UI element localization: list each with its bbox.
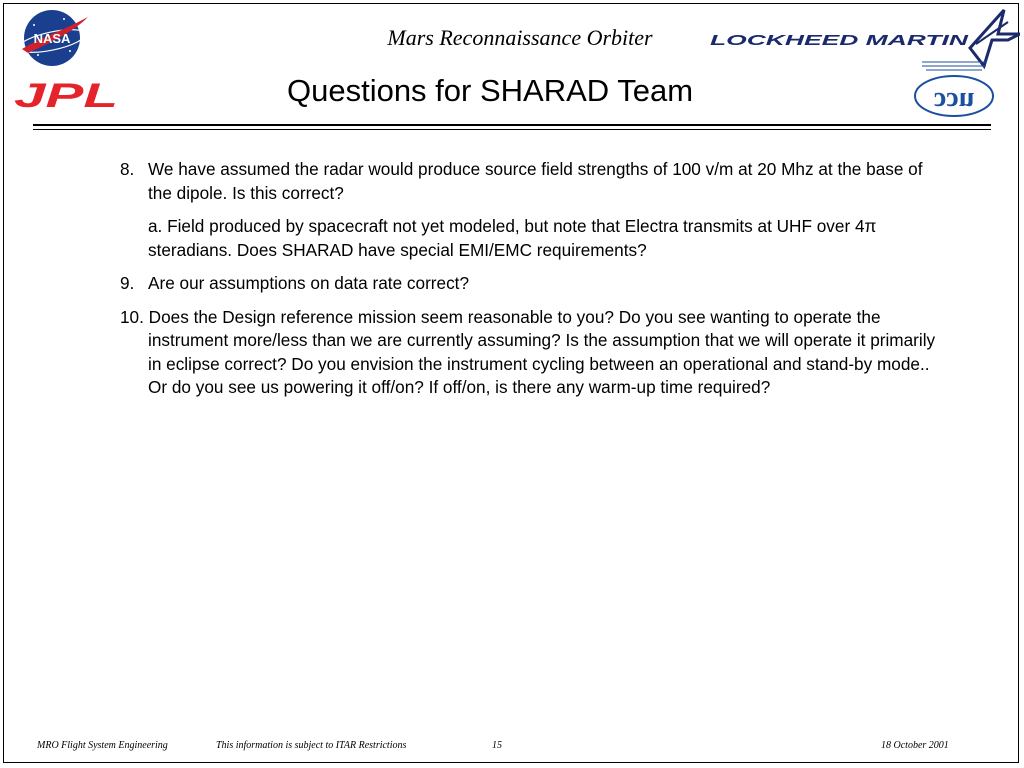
question-text: Are our assumptions on data rate correct?	[148, 273, 469, 293]
question-item	[120, 158, 950, 205]
header-subtitle: Mars Reconnaissance Orbiter	[387, 25, 653, 50]
question-sub-item	[120, 215, 950, 262]
slide-title: Questions for SHARAD Team	[286, 73, 694, 108]
footer-date: 18 October 2001	[881, 740, 949, 751]
question-sub-text: a. Field produced by spacecraft not yet modeled, but note that Electra transmits at UHF over 4π steradians. Does SHARAD have special EMI/EMC requirements?	[148, 216, 877, 260]
slide-body	[120, 158, 950, 410]
nasa-logo-text: NASA	[33, 31, 71, 46]
header-divider	[33, 124, 991, 126]
ucc-logo-text: ucc	[933, 82, 975, 113]
jpl-logo	[12, 80, 120, 110]
jpl-logo-text: JPL	[14, 80, 118, 110]
footer-itar-notice: This information is subject to ITAR Restrictions	[216, 740, 407, 751]
question-text: We have assumed the radar would produce source field strengths of 100 v/m at 20 Mhz at the base of the dipole. Is this correct?	[148, 159, 923, 203]
question-text: 10. Does the Design reference mission seem reasonable to you? Do you see wanting to operate the instrument more/less than we are currently assuming? Is the assumption that we will operate it primarily in eclipse correct? Do you envision the instrument cycling between an operational and stand-by mode.. Or do you see us powering it off/on? If off/on, is there any warm-up time required?	[120, 306, 936, 397]
header-divider	[33, 129, 991, 130]
ucc-logo	[912, 58, 996, 122]
footer-organization: MRO Flight System Engineering	[37, 740, 168, 751]
question-item	[120, 306, 950, 400]
lockheed-martin-logo-text: LOCKHEED MARTIN	[710, 32, 971, 49]
question-item	[120, 272, 950, 296]
nasa-logo	[14, 7, 92, 69]
question-number: 9.	[120, 273, 135, 293]
page-number: 15	[492, 740, 502, 751]
question-number: 8.	[120, 159, 135, 179]
